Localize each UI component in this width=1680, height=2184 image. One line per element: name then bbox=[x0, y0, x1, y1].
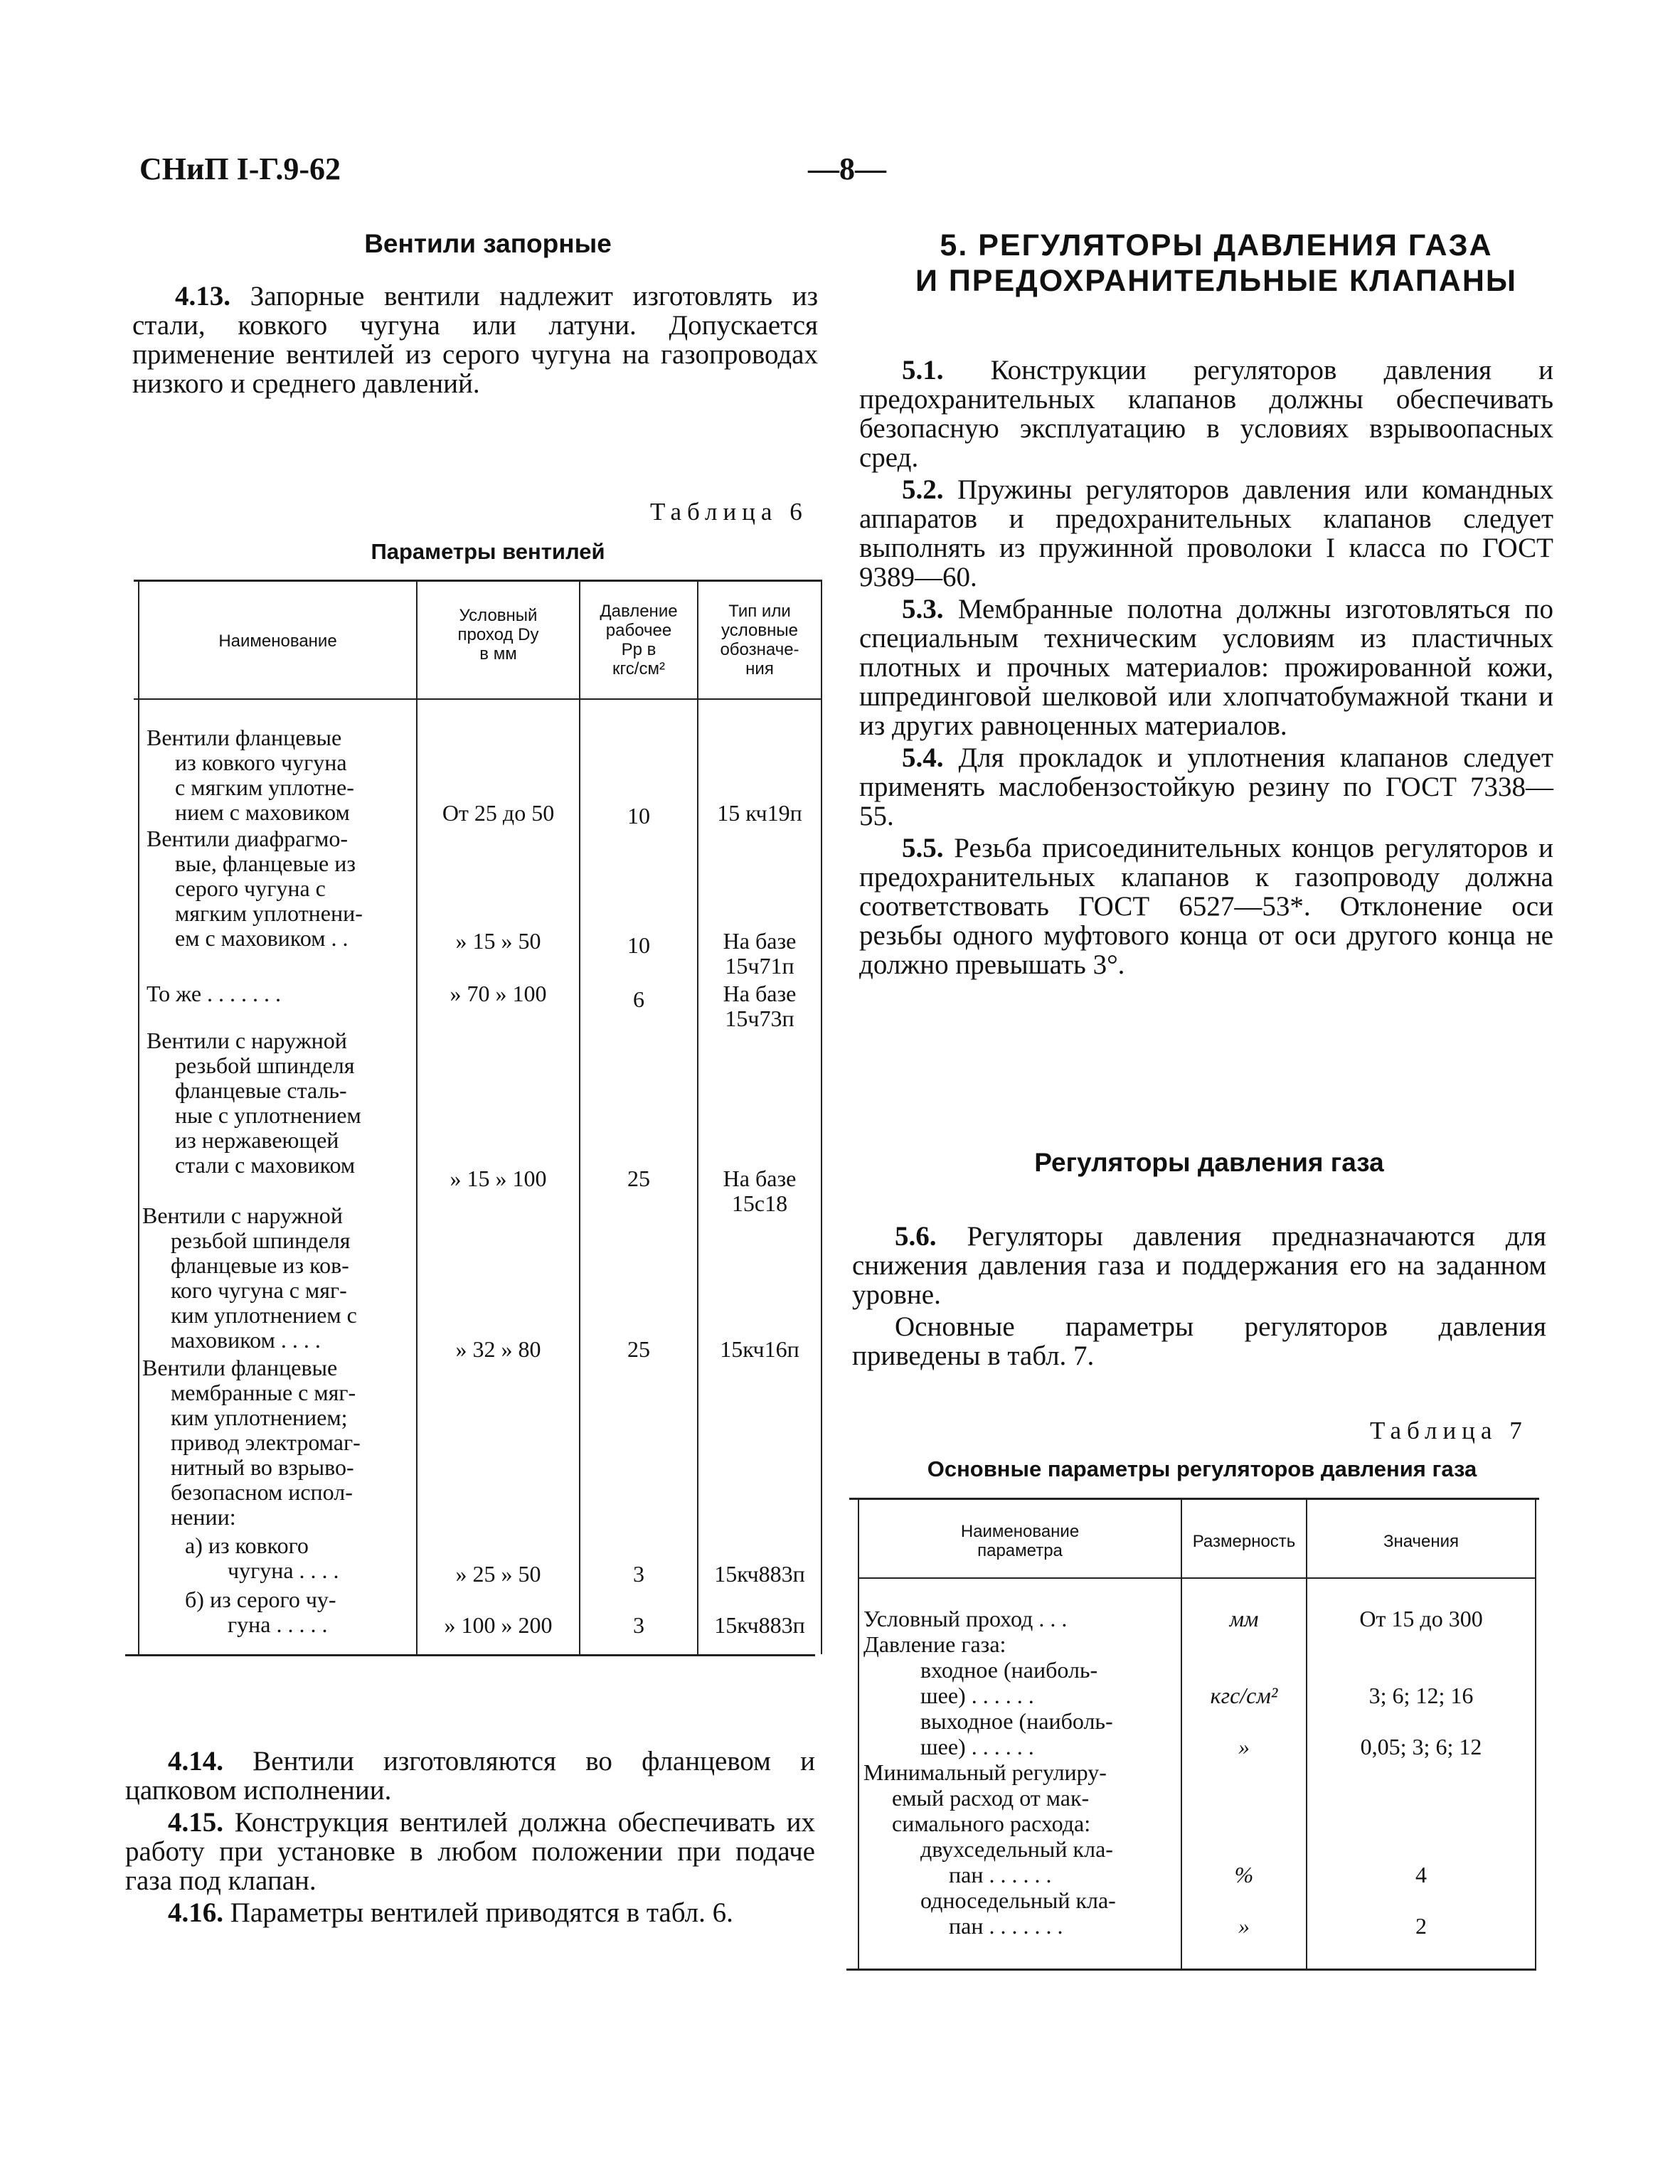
table-6-row-5-name: Вентили с наружной резьбой шпинделя фланцевые из ков- кого чугуна с мяг- ким уплотнением с маховиком . . . . bbox=[142, 1203, 357, 1353]
table-6-label: Таблица 6 bbox=[650, 498, 808, 526]
table-7-border-left bbox=[858, 1498, 859, 1969]
table-6-row-5-type: 15кч16п bbox=[720, 1336, 799, 1362]
table-6-row-4-name: Вентили с наружной резьбой шпинделя фланцевые сталь- ные с уплотнением из нержавеющей стали с маховиком bbox=[147, 1028, 361, 1178]
table-7-caption: Основные параметры регуляторов давления газа bbox=[927, 1456, 1477, 1481]
table-6-row-5-dy: » 32 » 80 bbox=[455, 1336, 541, 1362]
table-6-row-8-pressure: 3 bbox=[633, 1612, 644, 1638]
table-6-row-7-name: а) из ковкого чугуна . . . . bbox=[185, 1533, 339, 1583]
table-6-row-1-name: Вентили фланцевые из ковкого чугуна с мягким уплотне- нием с маховиком bbox=[147, 725, 354, 825]
table-6-divider-1 bbox=[416, 580, 418, 1654]
table-6-row-8-dy: » 100 » 200 bbox=[444, 1612, 553, 1638]
table-6-row-8-type: 15кч883п bbox=[714, 1612, 805, 1638]
table-6-row-2-dy: » 15 » 50 bbox=[455, 928, 541, 954]
table-6-row-5-pressure: 25 bbox=[627, 1336, 650, 1362]
table-6-row-2-pressure: 10 bbox=[627, 932, 650, 958]
table-6-row-3-name: То же . . . . . . . bbox=[147, 981, 282, 1006]
table-6-row-2-name: Вентили диафрагмо- вые, фланцевые из серого чугуна с мягким уплотнени- ем с маховиком . . bbox=[147, 826, 363, 951]
table-6-row-1-dy: От 25 до 50 bbox=[442, 800, 555, 826]
table-7-header-rule bbox=[858, 1577, 1535, 1579]
table-6-bottom-rule bbox=[125, 1654, 815, 1656]
table-7-value-column: От 15 до 300 3; 6; 12; 16 0,05; 3; 6; 12 4 2 bbox=[1359, 1606, 1483, 1939]
table-6-header-rule bbox=[134, 698, 822, 700]
table-6-row-2-type: На базе 15ч71п bbox=[723, 928, 797, 979]
paragraph-number: 4.13. bbox=[175, 281, 230, 311]
table-6-top-rule bbox=[134, 580, 822, 582]
paragraph-5-6: 5.6. Регуляторы давления предназначаются для снижения давления газа и поддержания его на заданном уровне. Основные параметры регуляторов давления приведены в табл. 7. bbox=[852, 1221, 1546, 1371]
table-7-header-name: Наименование параметра bbox=[960, 1522, 1080, 1560]
table-6-border-left bbox=[138, 580, 139, 1654]
section-title-valves: Вентили запорные bbox=[364, 229, 612, 258]
table-7-unit-column: мм кгс/см² » % » bbox=[1210, 1606, 1278, 1939]
table-6-border-right bbox=[821, 580, 822, 1654]
table-6-row-7-type: 15кч883п bbox=[714, 1561, 805, 1587]
table-7-top-rule bbox=[849, 1498, 1539, 1500]
table-6-row-4-dy: » 15 » 100 bbox=[450, 1166, 547, 1191]
table-6-caption: Параметры вентилей bbox=[371, 539, 605, 564]
table-6-divider-3 bbox=[697, 580, 698, 1654]
paragraph-4-13 bbox=[132, 282, 818, 398]
table-6-row-3-pressure: 6 bbox=[633, 986, 644, 1012]
document-code: СНиП I-Г.9-62 bbox=[139, 151, 341, 186]
table-6-row-1-pressure: 10 bbox=[627, 803, 650, 829]
table-6-row-1-type: 15 кч19п bbox=[717, 800, 802, 826]
paragraph-text: Запорные вентили надлежит изготовлять из стали, ковкого чугуна или латуни. Допускается применение вентилей из серого чугуна на газопроводах низкого и среднего давлений. bbox=[132, 281, 818, 399]
table-6-row-6-name: Вентили фланцевые мембранные с мяг- ким уплотнением; привод электромаг- нитный во взрыво- безопасном испол- нении: bbox=[142, 1355, 361, 1530]
paragraphs-5-1-to-5-5: 5.1. Конструкции регуляторов давления и предохранительных клапанов должны обеспечивать безопасную эксплуатацию в условиях взрывоопасных сред. 5.2. Пружины регуляторов давления или командных аппаратов и предохранительных клапанов следует выполнять из пружинной проволоки I класса по ГОСТ 9389—60. 5.3. Мембранные полотна должны изготовляться по специальным техническим условиям из пластичных плотных и прочных материалов: прожированной кожи, шпрединговой шелковой или хлопчатобумажной ткани и из других равноценных материалов. 5.4. Для прокладок и уплотнения клапанов следует применять маслобензостойкую резину по ГОСТ 7338—55. 5.5. Резьба присоединительных концов регуляторов и предохранительных клапанов к газопроводу должна соответствовать ГОСТ 6527—53*. Отклонение оси резьбы одного муфтового конца от оси другого конца не должно превышать 3°. bbox=[859, 355, 1554, 980]
table-6-row-3-type: На базе 15ч73п bbox=[723, 981, 797, 1031]
table-7-name-column: Условный проход . . . Давление газа: входное (наиболь- шее) . . . . . . выходное (наиболь- шее) . . . . . . Минимальный регулиру- емый расход от мак- симального расхода: двухседельный кла- пан . . . . . . односедельный кла- пан . . . . . . . bbox=[863, 1606, 1116, 1939]
table-7-header-unit: Размерность bbox=[1192, 1532, 1296, 1551]
paragraphs-4-14-to-4-16: 4.14. Вентили изготовляются во фланцевом и цапковом исполнении. 4.15. Конструкция вентилей должна обеспечивать их работу при установке в любом положении при подаче газа под клапан. 4.16. Параметры вентилей приводятся в табл. 6. bbox=[125, 1746, 815, 1928]
table-6-row-7-dy: » 25 » 50 bbox=[455, 1561, 541, 1587]
table-6-header-pressure: Давление рабочее Pр в кгс/см² bbox=[600, 602, 678, 678]
table-6-row-3-dy: » 70 » 100 bbox=[450, 981, 547, 1006]
table-6-row-4-pressure: 25 bbox=[627, 1166, 650, 1191]
table-6-row-4-type: На базе 15с18 bbox=[723, 1166, 797, 1216]
table-6-row-8-name: б) из серого чу- гуна . . . . . bbox=[185, 1587, 336, 1637]
table-6-header-name: Наименование bbox=[218, 632, 337, 651]
table-6-header-dy: Условный проход Dy в мм bbox=[457, 606, 539, 664]
table-7-label: Таблица 7 bbox=[1370, 1417, 1528, 1444]
table-7-bottom-rule bbox=[846, 1969, 1536, 1971]
table-6-row-7-pressure: 3 bbox=[633, 1561, 644, 1587]
page-number: —8— bbox=[808, 151, 886, 186]
table-7-header-value: Значения bbox=[1383, 1532, 1460, 1551]
chapter-title: 5. РЕГУЛЯТОРЫ ДАВЛЕНИЯ ГАЗА И ПРЕДОХРАНИТЕЛЬНЫЕ КЛАПАНЫ bbox=[915, 228, 1517, 298]
table-6-header-type: Тип или условные обозначе- ния bbox=[720, 602, 799, 678]
table-6-divider-2 bbox=[579, 580, 580, 1654]
subsection-title-regulators: Регуляторы давления газа bbox=[1034, 1148, 1384, 1177]
table-7-border-right bbox=[1535, 1498, 1536, 1969]
